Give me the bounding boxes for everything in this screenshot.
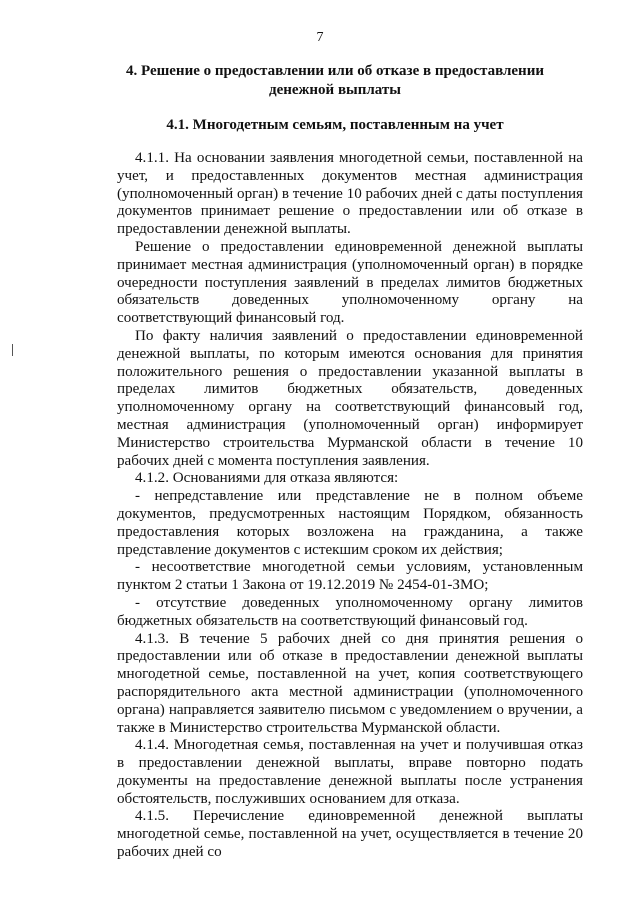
paragraph-4-1-4: 4.1.4. Многодетная семья, поставленная на учет и получившая отказ в предоставлении денежной выплаты, вправе повторно подать документы на предоставление денежной выплаты после устранения обстоятельств, послуживших основанием для отказа. [117, 737, 583, 807]
paragraph-4-1-2: 4.1.2. Основаниями для отказа являются: [135, 470, 399, 487]
section-heading: 4. Решение о предоставлении или об отказе в предоставлении денежной выплаты [125, 63, 544, 98]
sub-heading: 4.1. Многодетным семьям, поставленным на учет [166, 117, 504, 133]
document-body [117, 150, 583, 862]
paragraph-4-1-5: 4.1.5. Перечисление единовременной денежной выплаты многодетной семье, поставленной на учет, осуществляется в течение 20 рабочих дней со [117, 808, 583, 861]
paragraph-4-1-3: 4.1.3. В течение 5 рабочих дней со дня принятия решения о предоставлении или об отказе в предоставлении денежной выплаты многодетной семье, поставленной на учет, копия соответствующего распорядительного акта местной администрации (уполномоченного органа) направляется заявителю письмом с уведомлением о вручении, а также в Министерство строительства Мурманской области. [117, 630, 583, 736]
page-number: 7 [316, 30, 324, 45]
list-item-limits: - отсутствие доведенных уполномоченному органу лимитов бюджетных обязательств на соответствующий финансовый год. [117, 594, 583, 629]
paragraph-notification: По факту наличия заявлений о предоставлении единовременной денежной выплаты, по которым имеются основания для принятия положительного решения о предоставлении указанной выплаты в пределах лимитов бюджетных обязательств, доведенных уполномоченному органу на соответствующий финансовый год, местная администрация (уполномоченный орган) информирует Министерство строительства Мурманской области в течение 10 рабочих дней с момента поступления заявления. [117, 327, 583, 469]
margin-mark [12, 344, 13, 356]
list-item-conditions: - несоответствие многодетной семьи условиям, установленным пунктом 2 статьи 1 Закона от 19.12.2019 № 2454-01-ЗМО; [117, 559, 583, 594]
list-item-documents: - непредставление или представление не в полном объеме документов, предусмотренных настоящим Порядком, обязанность предоставления которых возложена на гражданина, а также представление документов с истекшим сроком их действия; [117, 488, 583, 558]
paragraph-4-1-1: 4.1.1. На основании заявления многодетной семьи, поставленной на учет, и предоставленных документов местная администрация (уполномоченный орган) в течение 10 рабочих дней с даты поступления документов принимает решение о предоставлении или об отказе в предоставлении денежной выплаты. [117, 150, 583, 238]
paragraph-decision: Решение о предоставлении единовременной денежной выплаты принимает местная администрация (уполномоченный орган) в порядке очередности поступления заявлений в пределах лимитов бюджетных обязательств доведенных уполномоченному органу на соответствующий финансовый год. [117, 238, 583, 327]
